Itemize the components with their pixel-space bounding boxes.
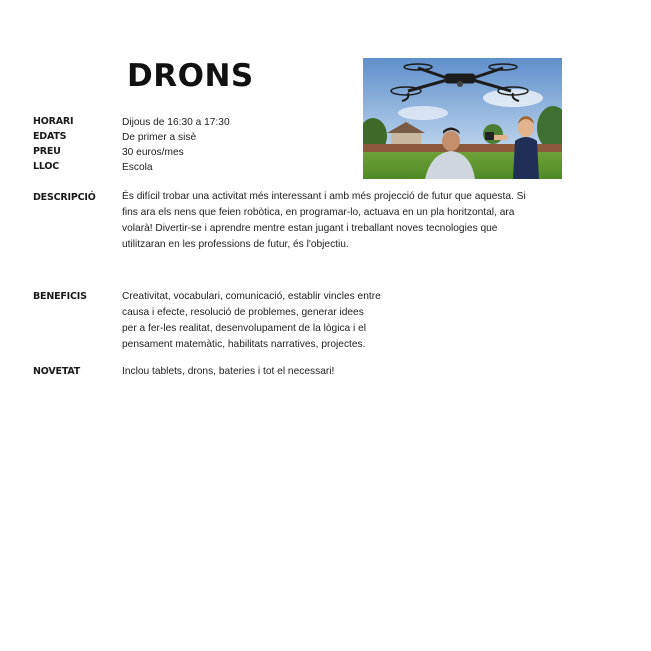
drone-photo <box>363 58 562 179</box>
novetat-label: NOVETAT <box>33 366 81 377</box>
beneficis-line: pensament matemàtic, habilitats narratives, projectes. <box>122 339 366 350</box>
edats-label: EDATS <box>33 131 67 142</box>
edats-value: De primer a sisè <box>122 132 197 143</box>
beneficis-line: Creativitat, vocabulari, comunicació, establir vincles entre <box>122 291 381 302</box>
novetat-value: Inclou tablets, drons, bateries i tot el necessari! <box>122 366 335 377</box>
page-title: DRONS <box>127 58 254 94</box>
descripcio-line: volarà! Divertir-se i aprendre mentre estan jugant i treballant noves tecnologies que <box>122 223 498 234</box>
beneficis-label: BENEFICIS <box>33 291 87 302</box>
preu-value: 30 euros/mes <box>122 147 184 158</box>
beneficis-line: per a fer-les realitat, desenvolupament de la lògica i el <box>122 323 367 334</box>
beneficis-text <box>122 289 381 353</box>
descripcio-line: fins ara els nens que feien robòtica, en programar-lo, actuava en un pla horitzontal, ara <box>122 207 515 218</box>
horari-value: Dijous de 16:30 a 17:30 <box>122 117 230 128</box>
preu-label: PREU <box>33 146 61 157</box>
lloc-label: LLOC <box>33 161 60 172</box>
lloc-value: Escola <box>122 162 153 173</box>
descripcio-line: És difícil trobar una activitat més interessant i amb més projecció de futur que aquesta. Si <box>122 191 526 202</box>
descripcio-text <box>122 189 526 253</box>
beneficis-line: causa i efecte, resolució de problemes, generar idees <box>122 307 364 318</box>
descripcio-line: utilitzaran en les professions de futur, és l'objectiu. <box>122 239 349 250</box>
horari-label: HORARI <box>33 116 74 127</box>
descripcio-label: DESCRIPCIÓ <box>33 192 96 203</box>
